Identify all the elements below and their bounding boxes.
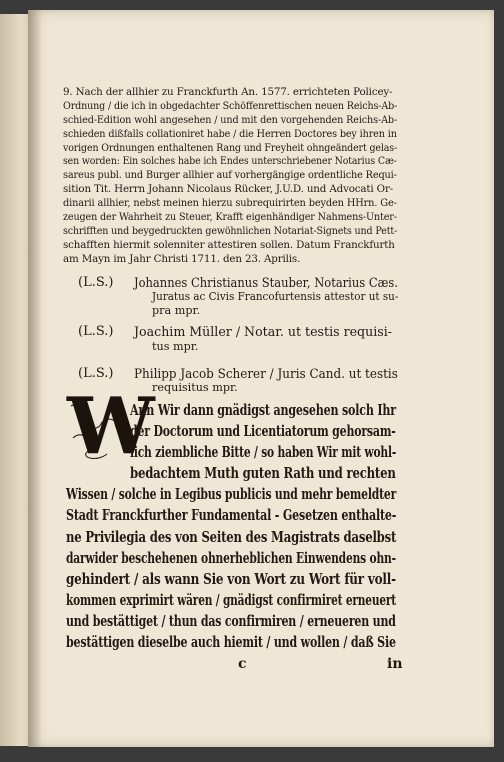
signature-line: requisitus mpr. (152, 381, 238, 394)
signature-line: Johannes Christianus Stauber, Notarius Cæs. (134, 275, 398, 290)
facing-page-edge (0, 14, 30, 746)
text-line: Stadt Franckfurther Fundamental - Gesetzen enthalte- (66, 507, 397, 525)
text-line: Ann Wir dann gnädigst angesehen solch Ihr (130, 402, 396, 419)
text-line: bestättigen dieselbe auch hiemit / und wollen / daß Sie (66, 634, 396, 652)
paragraph-decree (66, 400, 504, 653)
text-line: Wissen / solche in Legibus publicis und mehr bemeldter (66, 486, 397, 504)
text-line: schafften hiermit solenniter attestiren sollen. Datum Franckfurth (63, 238, 395, 251)
initial-letter: W (67, 381, 155, 472)
signature-mark: c (238, 656, 247, 672)
text-line: vorigen Ordnungen enthaltenen Rang und Freyheit ohngeändert gelas- (63, 141, 398, 154)
signature-block-stauber (78, 275, 478, 325)
text-line: schrifften und beygedruckten gewöhnlichen Notariat-Signets und Pett- (63, 224, 398, 237)
signature-line: Joachim Müller / Notar. ut testis requisi- (134, 324, 392, 339)
text-line: sition Tit. Herrn Johann Nicolaus Rücker, J.U.D. und Advocati Or- (63, 183, 394, 196)
text-line: kommen exprimirt wären / gnädigst confirmiret erneuert (66, 591, 397, 609)
text-line: zeugen der Wahrheit zu Steuer, Krafft eigenhändiger Nahmens-Unter- (63, 211, 397, 224)
text-line: gehindert / als wann Sie von Wort zu Wort für voll- (66, 570, 396, 588)
text-line: und bestättiget / thun das confirmiren / erneueren und (66, 612, 396, 630)
text-line: sareus publ. und Burger allhier auf vorhergängige ordentliche Requi- (63, 169, 397, 182)
signature-line: Juratus ac Civis Francofurtensis attestor ut su- (152, 290, 399, 303)
seal-mark: (L.S.) (78, 275, 114, 290)
text-line: bedachtem Muth guten Rath und rechten (130, 465, 396, 483)
seal-mark: (L.S.) (78, 324, 114, 339)
text-line: der Doctorum und Licentiatorum gehorsam- (130, 423, 396, 441)
signature-block-mueller (78, 324, 478, 360)
seal-mark: (L.S.) (78, 366, 114, 381)
text-line: dinarii allhier, nebst meinen hierzu subrequirirten beyden HHrn. Ge- (63, 197, 397, 210)
signature-line: pra mpr. (152, 304, 201, 317)
signature-line: tus mpr. (152, 340, 199, 353)
text-line: schieden dißfalls collationiret habe / die Herren Doctores bey ihren in (63, 127, 397, 140)
catchword: in (387, 656, 403, 672)
text-line: am Mayn im Jahr Christi 1711. den 23. Aprilis. (63, 252, 301, 265)
page-gutter-shadow (28, 10, 42, 747)
text-line: ne Privilegia des von Seiten des Magistrats daselbst (66, 528, 397, 546)
text-line: sen worden: Ein solches habe ich Endes unterschriebener Notarius Cæ- (63, 155, 397, 168)
text-line: lich ziembliche Bitte / so haben Wir mit wohl- (130, 444, 397, 462)
paragraph-attestation (63, 86, 430, 267)
text-line: Ordnung / die ich in obgedachter Schöffenrettischen neuen Reichs-Ab- (63, 99, 398, 112)
text-line: darwider beschehenen ohnerheblichen Einwendens ohn- (66, 549, 396, 567)
signature-line: Philipp Jacob Scherer / Juris Cand. ut testis (134, 366, 398, 381)
text-line: 9. Nach der allhier zu Franckfurth An. 1577. errichteten Policey- (63, 86, 393, 98)
text-line: schied-Edition wohl angesehen / und mit den vorgehenden Reichs-Ab- (63, 113, 398, 126)
